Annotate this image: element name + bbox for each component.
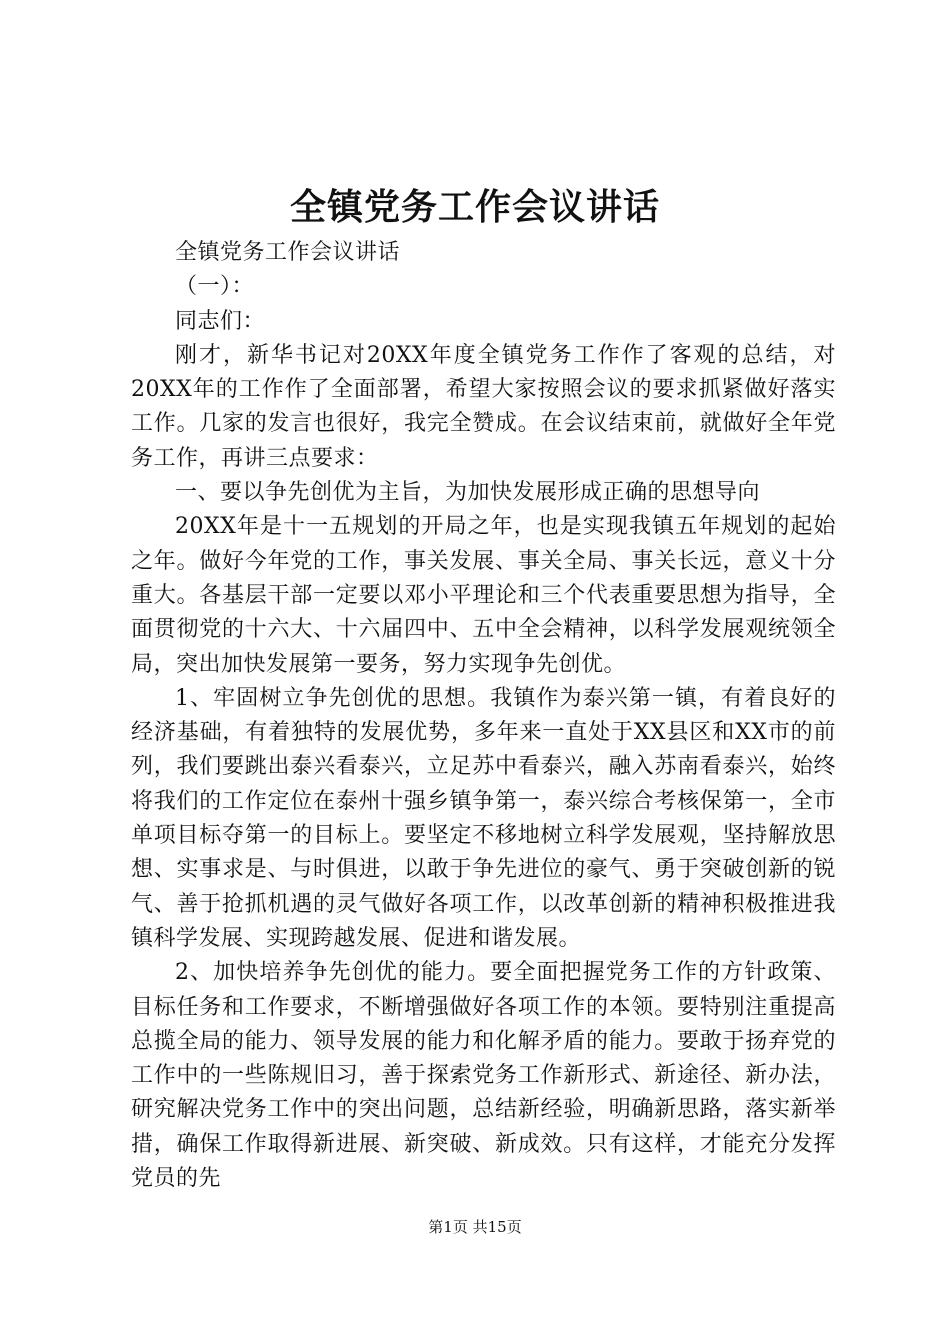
section-heading: 一、要以争先创优为主旨，为加快发展形成正确的思想导向 xyxy=(175,480,761,506)
body-paragraph: 全镇党务工作会议讲话 xyxy=(175,240,401,265)
body-paragraph: 20XX年是十一五规划的开局之年，也是实现我镇五年规划的起始之年。做好今年党的工作，事关发展、事关全局、事关长远，意义十分重大。各基层干部一定要以邓小平理论和三个代表重要思想为指导，全面贯彻党的十六大、十六届四中、五中全会精神，以科学发展观统领全局，突出加快发展第一要务，努力实现争先创优。 xyxy=(131,514,836,677)
body-paragraph: （一）： xyxy=(175,274,255,300)
document-title: 全镇党务工作会议讲话 xyxy=(289,187,660,228)
body-paragraph: 同志们： xyxy=(175,308,266,334)
body-paragraph: 刚才，新华书记对20XX年度全镇党务工作作了客观的总结，对20XX年的工作作了全面部署，希望大家按照会议的要求抓紧做好落实工作。几家的发言也很好，我完全赞成。在会议结束前，就做好全年党务工作，再讲三点要求： xyxy=(131,342,836,471)
document-body xyxy=(131,236,836,1196)
page-number-footer: 第1页 共15页 xyxy=(428,1218,522,1236)
body-paragraph: 2、加快培养争先创优的能力。要全面把握党务工作的方针政策、目标任务和工作要求，不断增强做好各项工作的本领。要特别注重提高总揽全局的能力、领导发展的能力和化解矛盾的能力。要敢于扬弃党的工作中的一些陈规旧习，善于探索党务工作新形式、新途径、新办法，研究解决党务工作中的突出问题，总结新经验，明确新思路，落实新举措，确保工作取得新进展、新突破、新成效。只有这样，才能充分发挥党员的先 xyxy=(131,960,836,1192)
body-paragraph: 1、牢固树立争先创优的思想。我镇作为泰兴第一镇，有着良好的经济基础，有着独特的发展优势，多年来一直处于XX县区和XX市的前列，我们要跳出泰兴看泰兴，立足苏中看泰兴，融入苏南看泰兴，始终将我们的工作定位在泰州十强乡镇争第一，泰兴综合考核保第一，全市单项目标夺第一的目标上。要坚定不移地树立科学发展观，坚持解放思想、实事求是、与时俱进，以敢于争先进位的豪气、勇于突破创新的锐气、善于抢抓机遇的灵气做好各项工作，以改革创新的精神积极推进我镇科学发展、实现跨越发展、促进和谐发展。 xyxy=(131,685,836,951)
